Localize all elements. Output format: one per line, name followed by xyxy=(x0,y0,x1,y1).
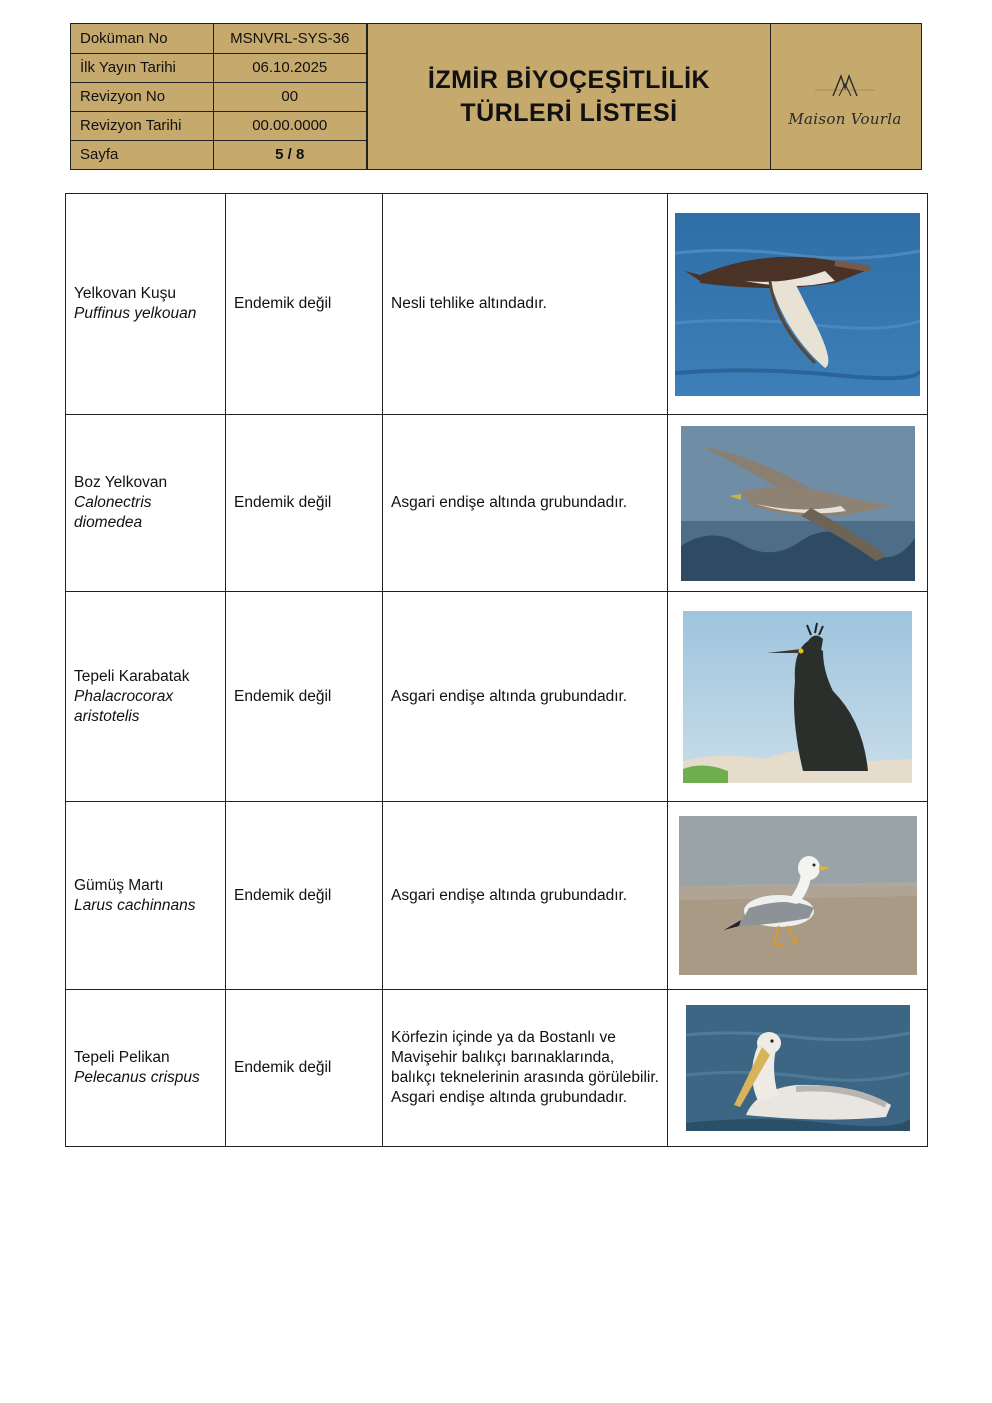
endemic-status: Endemik değil xyxy=(226,592,383,802)
common-name: Tepeli Pelikan xyxy=(74,1049,170,1066)
meta-value: 00 xyxy=(213,82,367,111)
table-row xyxy=(66,592,928,802)
document-title xyxy=(428,64,710,130)
title-cell xyxy=(367,24,771,169)
meta-label: İlk Yayın Tarihi xyxy=(71,53,213,82)
common-name: Tepeli Karabatak xyxy=(74,667,190,685)
endemic-status: Endemik değil xyxy=(226,802,383,990)
table-row xyxy=(66,194,928,415)
logo-mark-icon xyxy=(815,66,875,106)
meta-row xyxy=(71,111,367,140)
shearwater-photo xyxy=(675,213,920,396)
species-name-cell xyxy=(66,990,226,1147)
document-meta-table xyxy=(71,24,367,169)
common-name: Gümüş Martı xyxy=(74,876,164,894)
title-line-1: İZMİR BİYOÇEŞİTLİLİK xyxy=(427,65,711,94)
meta-label: Doküman No xyxy=(71,24,213,53)
table-row xyxy=(66,415,928,592)
meta-row xyxy=(71,82,367,111)
meta-label: Revizyon No xyxy=(71,82,213,111)
species-table xyxy=(65,193,928,1147)
document-header xyxy=(70,23,922,170)
meta-label: Sayfa xyxy=(71,140,213,169)
common-name: Boz Yelkovan xyxy=(74,474,168,491)
meta-value: 00.00.0000 xyxy=(213,111,367,140)
latin-name: Calonectris diomedea xyxy=(74,494,152,531)
latin-name: Pelecanus crispus xyxy=(74,1069,200,1086)
photo-cell xyxy=(668,592,928,802)
species-name-cell xyxy=(66,415,226,592)
logo-text: Maison Vourla xyxy=(788,109,902,128)
photo-cell xyxy=(668,990,928,1147)
table-row xyxy=(66,802,928,990)
meta-row xyxy=(71,140,367,169)
meta-label: Revizyon Tarihi xyxy=(71,111,213,140)
meta-value: 06.10.2025 xyxy=(213,53,367,82)
conservation-status: Nesli tehlike altındadır. xyxy=(383,194,668,415)
endemic-status: Endemik değil xyxy=(226,415,383,592)
meta-value: MSNVRL-SYS-36 xyxy=(213,24,367,53)
meta-row xyxy=(71,53,367,82)
latin-name: Puffinus yelkouan xyxy=(74,305,197,322)
conservation-status: Asgari endişe altında grubundadır. xyxy=(383,415,668,592)
conservation-status: Asgari endişe altında grubundadır. xyxy=(383,802,668,990)
photo-cell xyxy=(668,802,928,990)
latin-name: Phalacrocorax aristotelis xyxy=(74,687,174,725)
logo xyxy=(769,24,921,169)
pelican-photo xyxy=(686,1005,910,1131)
common-name: Yelkovan Kuşu xyxy=(74,285,176,302)
table-row xyxy=(66,990,928,1147)
title-line-2: TÜRLERİ LİSTESİ xyxy=(460,98,678,127)
latin-name: Larus cachinnans xyxy=(74,896,196,914)
species-name-cell xyxy=(66,802,226,990)
endemic-status: Endemik değil xyxy=(226,990,383,1147)
photo-cell xyxy=(668,415,928,592)
shag-photo xyxy=(683,611,912,783)
conservation-status: Körfezin içinde ya da Bostanlı ve Mavişehir balıkçı barınaklarında, balıkçı teknelerinin arasında görülebilir. Asgari endişe altında grubundadır. xyxy=(383,990,668,1147)
conservation-status: Asgari endişe altında grubundadır. xyxy=(383,592,668,802)
endemic-status: Endemik değil xyxy=(226,194,383,415)
meta-row xyxy=(71,24,367,53)
page-number: 5 / 8 xyxy=(213,140,367,169)
photo-cell xyxy=(668,194,928,415)
gull-photo xyxy=(679,816,917,975)
species-name-cell xyxy=(66,194,226,415)
cory-shearwater-photo xyxy=(681,426,915,581)
species-name-cell xyxy=(66,592,226,802)
